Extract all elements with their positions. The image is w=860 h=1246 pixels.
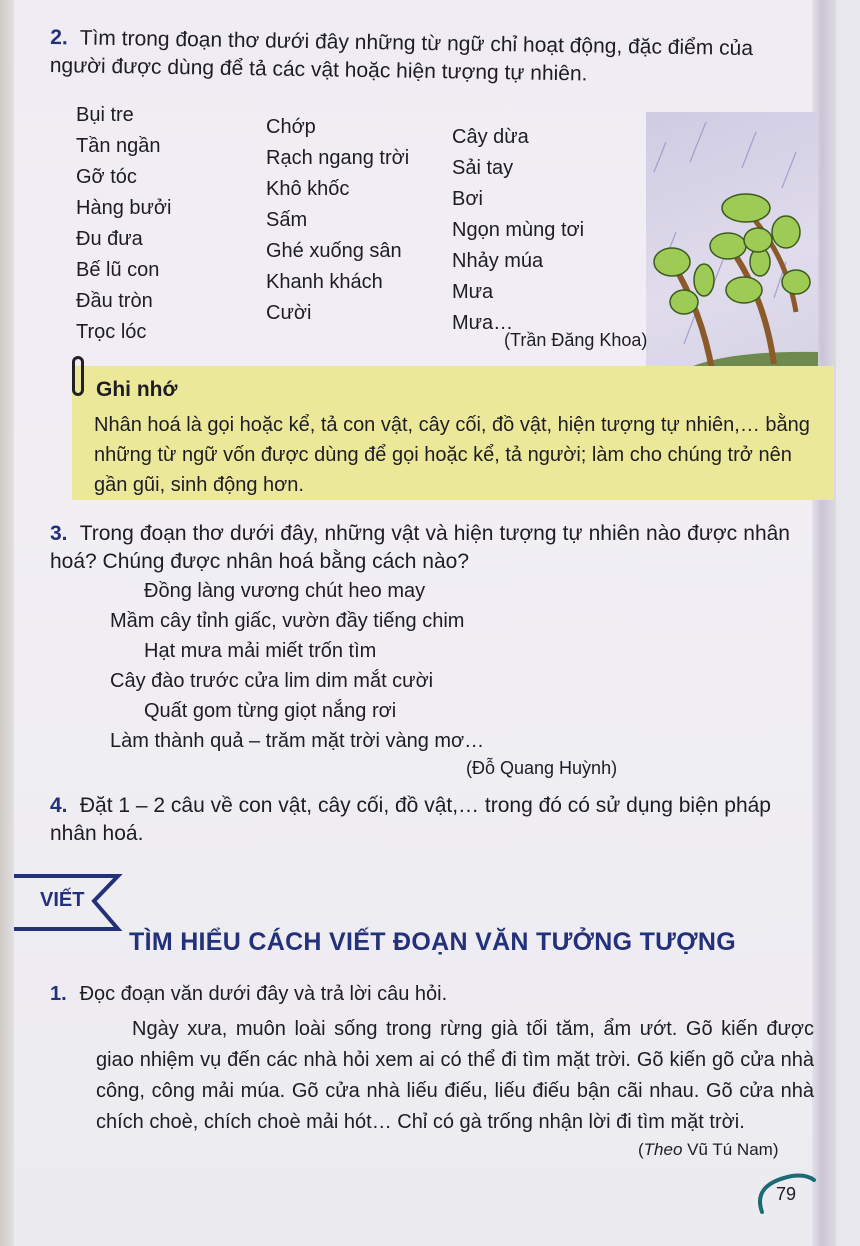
question-prompt: Trong đoạn thơ dưới đây, những vật và hiện tượng tự nhiên nào được nhân hoá? Chúng được nhân hoá bằng cách nào?: [50, 522, 790, 573]
question-number: 3.: [50, 522, 68, 545]
remember-note-box: [72, 366, 834, 500]
poem-word: Khanh khách: [266, 271, 383, 293]
author-name: Vũ Tú Nam: [687, 1140, 773, 1159]
poem-word: Chớp: [266, 116, 316, 138]
passage-author: (Theo Vũ Tú Nam): [638, 1140, 779, 1159]
poem-word: Bơi: [452, 188, 483, 210]
passage-text: Ngày xưa, muôn loài sống trong rừng già tối tăm, ẩm ướt. Gõ kiến được giao nhiệm vụ đến các nhà hỏi xem ai có thể đi tìm mặt trời. Gõ kiến gõ cửa nhà công, công mải múa. Gõ cửa nhà liếu điếu, liếu điếu bận cãi nhau. Gõ cửa nhà chích choè, chích choè mải hót… Chỉ có gà trống nhận lời đi tìm mặt trời.: [96, 1018, 814, 1133]
page-number-badge: [752, 1168, 818, 1224]
poem-word: Hàng bưởi: [76, 197, 172, 219]
question-prompt: Tìm trong đoạn thơ dưới đây những từ ngữ chỉ hoạt động, đặc điểm của người được dùng để tả các vật hoặc hiện tượng tự nhiên.: [49, 26, 754, 86]
poem-line: Quất gom từng giọt nắng rơi: [144, 700, 397, 722]
poem-word: Gỡ tóc: [76, 166, 137, 188]
poem-word: Ngọn mùng tơi: [452, 219, 585, 241]
trees-in-rain-illustration: [646, 112, 818, 374]
poem-line: Làm thành quả – trăm mặt trời vàng mơ…: [110, 730, 485, 752]
poem-word: Tần ngần: [76, 135, 161, 157]
section-tag-viet: [14, 873, 114, 925]
question-number: 1.: [50, 983, 67, 1005]
poem-author: (Đỗ Quang Huỳnh): [466, 758, 618, 778]
poem-word: Cười: [266, 302, 312, 324]
note-body: Nhân hoá là gọi hoặc kể, tả con vật, cây cối, đồ vật, hiện tượng tự nhiên,… bằng những từ ngữ vốn được dùng để gọi hoặc kể, tả người; làm cho chúng trở nên gần gũi, sinh động hơn.: [94, 414, 810, 496]
poem-word: Cây dừa: [452, 126, 529, 148]
poem-line: Hạt mưa mải miết trốn tìm: [144, 640, 377, 662]
note-title: Ghi nhớ: [96, 378, 178, 401]
poem-column-2: [266, 116, 409, 333]
poem-word: Đu đưa: [76, 228, 143, 250]
poem-word: Nhảy múa: [452, 250, 544, 272]
poem-line: Mầm cây tỉnh giấc, vườn đầy tiếng chim: [110, 610, 465, 632]
poem-column-1: [76, 104, 171, 352]
poem-word: Bế lũ con: [76, 259, 160, 281]
poem-word: Mưa: [452, 281, 494, 303]
question-prompt: Đặt 1 – 2 câu về con vật, cây cối, đồ vật,… trong đó có sử dụng biện pháp nhân hoá.: [50, 794, 771, 845]
poem-word: Khô khốc: [266, 178, 350, 200]
poem-column-3: [452, 126, 584, 343]
poem-line: Đồng làng vương chút heo may: [144, 580, 426, 602]
poem-word: Rạch ngang trời: [266, 147, 410, 169]
poem-line: Cây đào trước cửa lim dim mắt cười: [110, 670, 434, 692]
poem-word: Bụi tre: [76, 104, 134, 126]
section-title: TÌM HIỂU CÁCH VIẾT ĐOẠN VĂN TƯỞNG TƯỢNG: [129, 928, 736, 956]
poem-word: Trọc lóc: [76, 321, 147, 343]
question-3: [50, 520, 790, 576]
question-number: 4.: [50, 794, 68, 817]
question-4: [50, 792, 810, 848]
author-prefix: Theo: [643, 1140, 683, 1159]
poem-word: Ghé xuống sân: [266, 240, 402, 262]
question-prompt: Đọc đoạn văn dưới đây và trả lời câu hỏi.: [79, 983, 448, 1005]
poem-author: (Trần Đăng Khoa): [504, 330, 648, 350]
poem-word: Sấm: [266, 209, 308, 231]
poem-word: Sải tay: [452, 157, 514, 179]
poem: [110, 580, 484, 760]
section-tag-label: VIẾT: [40, 889, 85, 911]
page-number: 79: [776, 1184, 797, 1204]
question-2: [50, 24, 811, 92]
textbook-page: [14, 0, 836, 1246]
question-number: 2.: [50, 26, 68, 50]
reading-passage: [96, 1014, 814, 1138]
poem-word: Mưa…: [452, 312, 514, 334]
poem-word: Đầu tròn: [76, 290, 153, 312]
paperclip-icon: [72, 356, 84, 396]
writing-question-1: [50, 980, 810, 1008]
